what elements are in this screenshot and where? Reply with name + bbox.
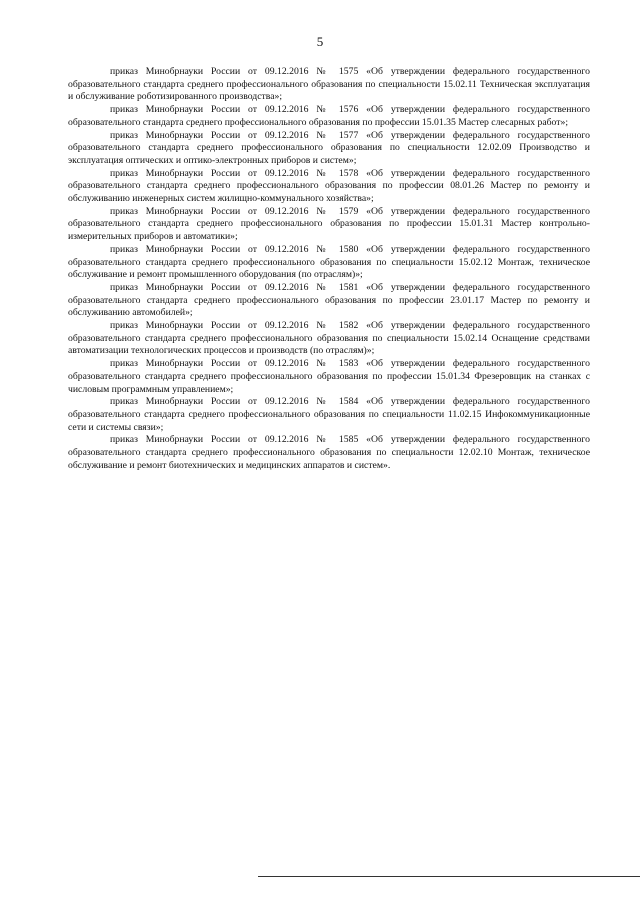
order-paragraph-1578: приказ Минобрнауки России от 09.12.2016 № 1578 «Об утверждении федерального государственного образовательного стандарта среднего профессионального образования по профессии 08.01.26 Мастер по ремонту и обслуживанию инженерных систем жилищно-коммунального хозяйства»; [68, 167, 590, 205]
order-paragraph-1579: приказ Минобрнауки России от 09.12.2016 № 1579 «Об утверждении федерального государственного образовательного стандарта среднего профессионального образования по профессии 15.01.31 Мастер контрольно-измерительных приборов и автоматики»; [68, 205, 590, 243]
order-paragraph-1581: приказ Минобрнауки России от 09.12.2016 № 1581 «Об утверждении федерального государственного образовательного стандарта среднего профессионального образования по профессии 23.01.17 Мастер по ремонту и обслуживанию автомобилей»; [68, 281, 590, 319]
order-paragraph-1585: приказ Минобрнауки России от 09.12.2016 № 1585 «Об утверждении федерального государственного образовательного стандарта среднего профессионального образования по специальности 12.02.10 Монтаж, техническое обслуживание и ремонт биотехнических и медицинских аппаратов и систем». [68, 434, 590, 471]
document-body [68, 66, 590, 473]
footer-divider [258, 876, 640, 877]
order-paragraph-1580: приказ Минобрнауки России от 09.12.2016 № 1580 «Об утверждении федерального государственного образовательного стандарта среднего профессионального образования по специальности 15.02.12 Монтаж, техническое обслуживание и ремонт промышленного оборудования (по отраслям)»; [68, 243, 590, 281]
order-paragraph-1575: приказ Минобрнауки России от 09.12.2016 № 1575 «Об утверждении федерального государственного образовательного стандарта среднего профессионального образования по специальности 15.02.11 Техническая эксплуатация и обслуживание роботизированного производства»; [68, 66, 590, 103]
order-paragraph-1583: приказ Минобрнауки России от 09.12.2016 № 1583 «Об утверждении федерального государственного образовательного стандарта среднего профессионального образования по профессии 15.01.34 Фрезеровщик на станках с числовым программным управлением»; [68, 358, 590, 395]
order-paragraph-1577: приказ Минобрнауки России от 09.12.2016 № 1577 «Об утверждении федерального государственного образовательного стандарта среднего профессионального образования по специальности 12.02.09 Производство и эксплуатация оптических и оптико-электронных приборов и систем»; [68, 129, 590, 166]
order-paragraph-1582: приказ Минобрнауки России от 09.12.2016 № 1582 «Об утверждении федерального государственного образовательного стандарта среднего профессионального образования по специальности 15.02.14 Оснащение средствами автоматизации технологических процессов и производств (по отраслям)»; [68, 320, 590, 357]
order-paragraph-1576: приказ Минобрнауки России от 09.12.2016 № 1576 «Об утверждении федерального государственного образовательного стандарта среднего профессионального образования по профессии 15.01.35 Мастер слесарных работ»; [68, 104, 590, 128]
page-number: 5 [316, 34, 324, 49]
order-paragraph-1584: приказ Минобрнауки России от 09.12.2016 № 1584 «Об утверждении федерального государственного образовательного стандарта среднего профессионального образования по специальности 11.02.15 Инфокоммуникационные сети и системы связи»; [68, 396, 590, 433]
